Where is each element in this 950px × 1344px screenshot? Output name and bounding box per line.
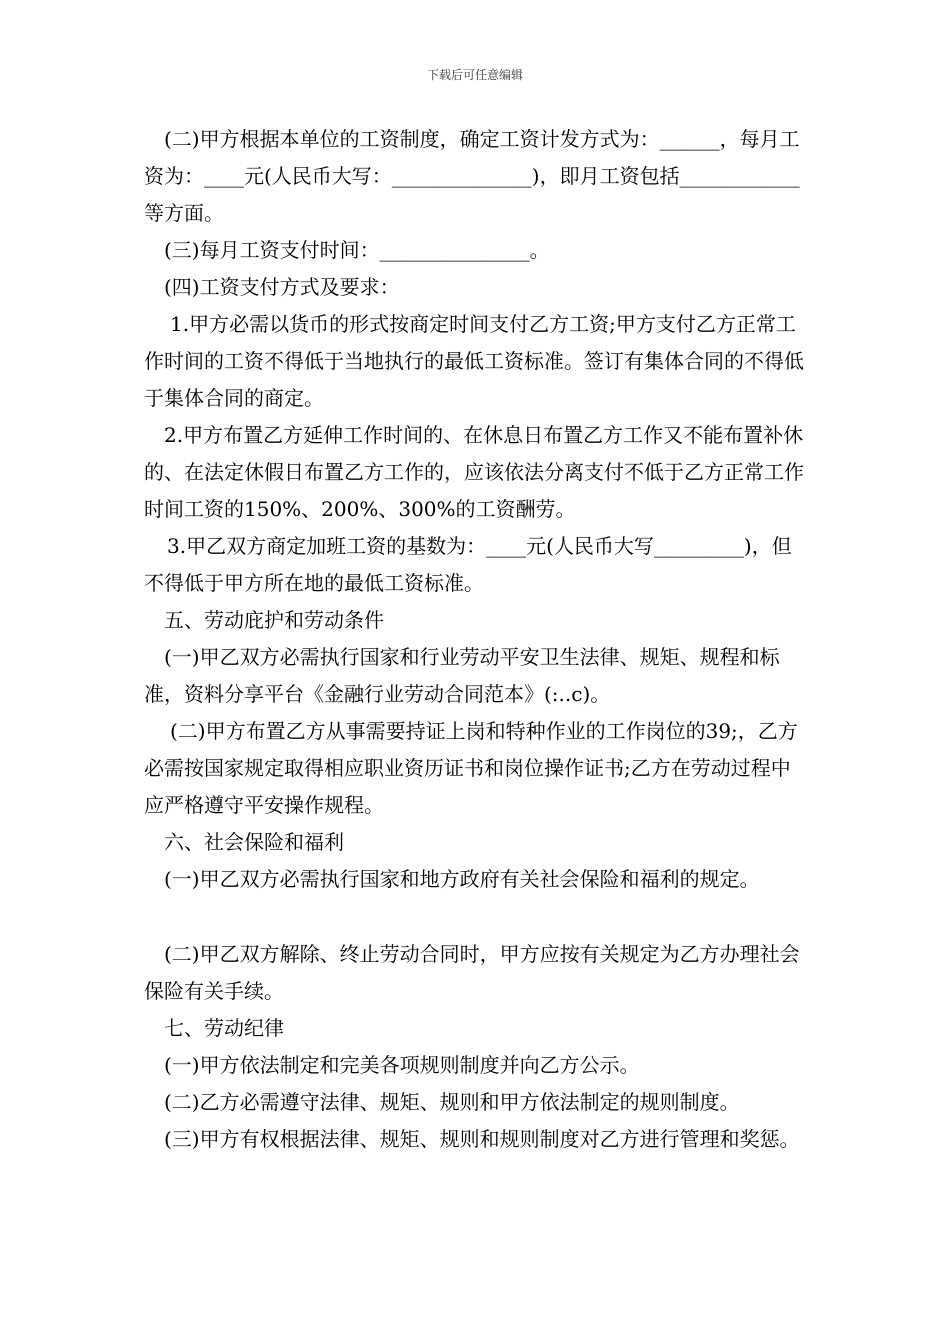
paragraph-7-2: (二)乙方必需遵守法律、规矩、规则和甲方依法制定的规则制度。 xyxy=(164,1090,740,1114)
paragraph-6-1: (一)甲乙双方必需执行国家和地方政府有关社会保险和福利的规定。 xyxy=(164,867,760,891)
document-body xyxy=(144,121,810,1158)
paragraph-item-1: 1.甲方必需以货币的形式按商定时间支付乙方工资;甲方支付乙方正常工作时间的工资不得低于当地执行的最低工资标准。签订有集体合同的不得低于集体合同的商定。 xyxy=(144,312,804,410)
paragraph-wage-time: (三)每月工资支付时间：_______________。 xyxy=(164,238,550,262)
blank-line xyxy=(144,898,810,936)
section-heading-5: 五、劳动庇护和劳动条件 xyxy=(164,608,384,632)
paragraph-6-2: (二)甲乙双方解除、终止劳动合同时，甲方应按有关规定为乙方办理社会保险有关手续。 xyxy=(144,942,800,1003)
paragraph-5-2: (二)甲方布置乙方从事需要持证上岗和特种作业的工作岗位的39;，乙方必需按国家规定取得相应职业资历证书和岗位操作证书;乙方在劳动过程中应严格遵守平安操作规程。 xyxy=(144,719,798,817)
paragraph-wage-payment: (四)工资支付方式及要求： xyxy=(164,275,400,299)
paragraph-7-3: (三)甲方有权根据法律、规矩、规则和规则制度对乙方进行管理和奖惩。 xyxy=(164,1127,800,1151)
paragraph-item-3: 3.甲乙双方商定加班工资的基数为：____元(人民币大写_________)，但不得低于甲方所在地的最低工资标准。 xyxy=(144,534,792,595)
paragraph-7-1: (一)甲方依法制定和完美各项规则制度并向乙方公示。 xyxy=(164,1053,640,1077)
page-header: 下载后可任意编辑 xyxy=(426,68,523,82)
paragraph-item-2: 2.甲方布置乙方延伸工作时间的、在休息日布置乙方工作又不能布置补休的、在法定休假日布置乙方工作的，应该依法分离支付不低于乙方正常工作时间工资的150%、200%、300%的工资酬劳。 xyxy=(144,423,804,521)
paragraph-wage-method: (二)甲方根据本单位的工资制度，确定工资计发方式为：______，每月工资为：____元(人民币大写：______________)，即月工资包括____________等方面。 xyxy=(144,127,800,225)
section-heading-6: 六、社会保险和福利 xyxy=(164,830,344,854)
paragraph-5-1: (一)甲乙双方必需执行国家和行业劳动平安卫生法律、规矩、规程和标准，资料分享平台《金融行业劳动合同范本》(:..c)。 xyxy=(144,645,780,706)
section-heading-7: 七、劳动纪律 xyxy=(164,1016,284,1040)
